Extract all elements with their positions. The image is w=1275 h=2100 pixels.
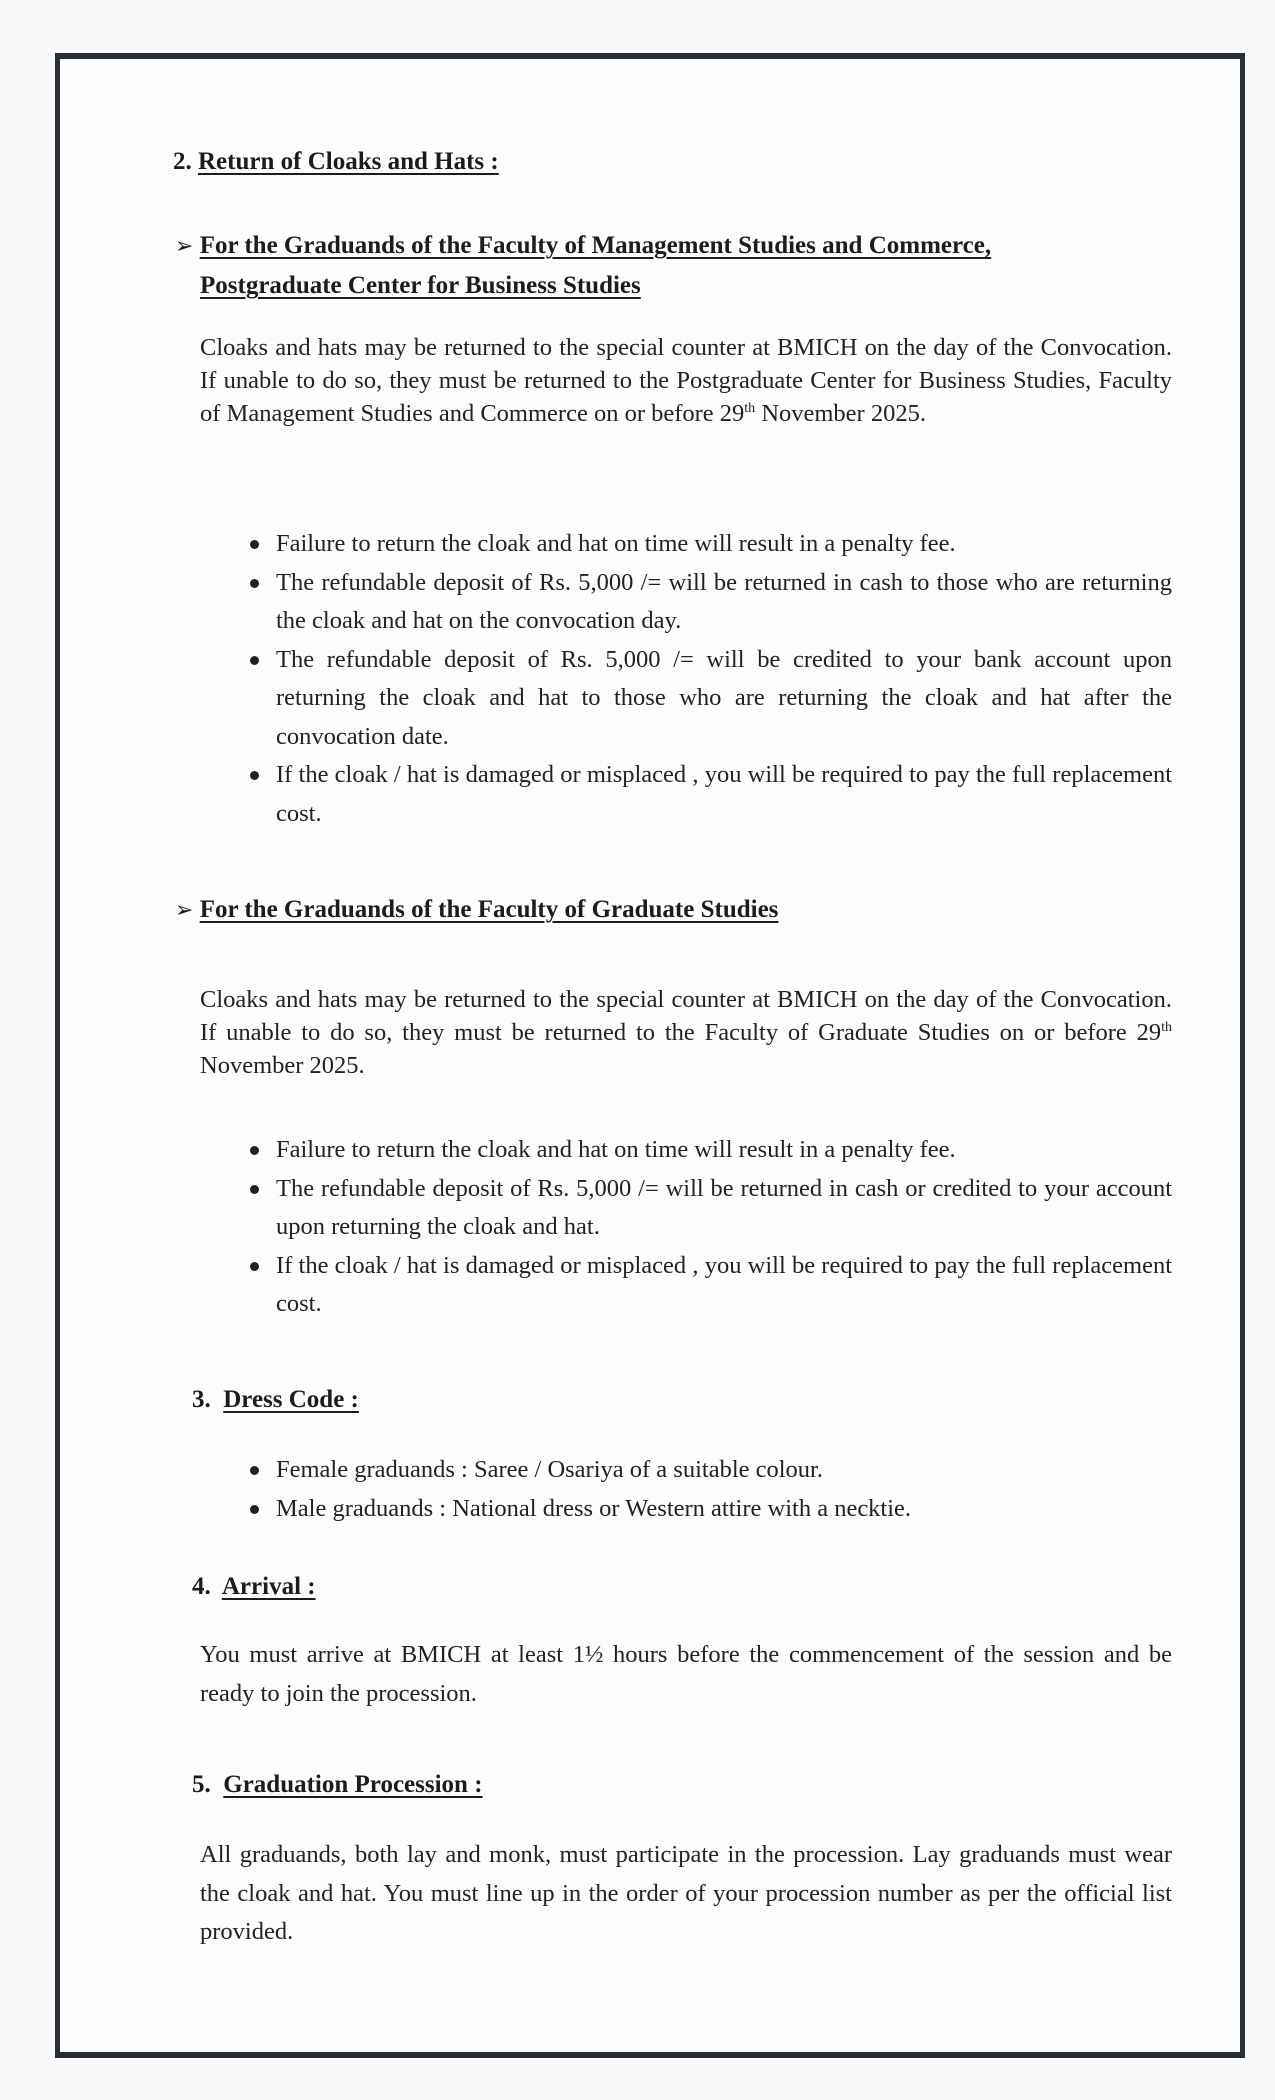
section-title: Return of Cloaks and Hats :	[198, 148, 499, 175]
section-number: 4.	[192, 1573, 211, 1600]
list-item: If the cloak / hat is damaged or misplaced , you will be required to pay the full replacement cost.	[250, 1247, 1172, 1324]
subheading-fgs	[175, 896, 778, 924]
bullet-dot-icon	[250, 579, 259, 588]
bullet-dot-icon	[250, 1185, 259, 1194]
list-item: The refundable deposit of Rs. 5,000 /= will be returned in cash or credited to your account upon returning the cloak and hat.	[250, 1170, 1172, 1247]
subheading-line1: For the Graduands of the Faculty of Graduate Studies	[199, 896, 779, 923]
return-bullets-fgs	[250, 1131, 1172, 1324]
return-bullets-fmsc	[250, 525, 1172, 833]
dress-code-bullets	[250, 1451, 1172, 1528]
list-item: The refundable deposit of Rs. 5,000 /= will be returned in cash to those who are returning the cloak and hat on the convocation day.	[250, 564, 1172, 641]
arrival-paragraph: You must arrive at BMICH at least 1½ hours before the commencement of the session and be ready to join the procession.	[200, 1641, 1172, 1707]
section-return-heading	[173, 148, 499, 176]
section-title: Arrival :	[221, 1573, 316, 1600]
procession-paragraph: All graduands, both lay and monk, must participate in the procession. Lay graduands must wear the cloak and hat. You must line up in the order of your procession number as per the official list provided.	[200, 1841, 1172, 1945]
return-paragraph-fgs: Cloaks and hats may be returned to the special counter at BMICH on the day of the Convocation. If unable to do so, they must be returned to the Faculty of Graduate Studies on or before 29th November 2025.	[200, 986, 1172, 1079]
section-number: 5.	[192, 1771, 211, 1798]
section-number: 2.	[173, 148, 192, 175]
list-item: If the cloak / hat is damaged or misplaced , you will be required to pay the full replacement cost.	[250, 756, 1172, 833]
return-paragraph-fmsc: Cloaks and hats may be returned to the special counter at BMICH on the day of the Convocation. If unable to do so, they must be returned to the Postgraduate Center for Business Studies, Faculty of Management Studies and Commerce on or before 29th November 2025.	[200, 334, 1172, 427]
list-item: Male graduands : National dress or Western attire with a necktie.	[250, 1490, 1172, 1529]
section-procession-heading	[192, 1771, 483, 1799]
subheading-fmsc-line2	[200, 272, 641, 300]
list-item: Female graduands : Saree / Osariya of a suitable colour.	[250, 1451, 1172, 1490]
bullet-dot-icon	[250, 540, 259, 549]
bullet-dot-icon	[250, 1262, 259, 1271]
section-arrival-heading	[192, 1573, 316, 1601]
section-title: Dress Code :	[223, 1386, 359, 1413]
list-item: The refundable deposit of Rs. 5,000 /= will be credited to your bank account upon returning the cloak and hat to those who are returning the cloak and hat after the convocation date.	[250, 641, 1172, 757]
arrow-bullet-icon: ➢	[175, 897, 194, 922]
arrow-bullet-icon: ➢	[175, 233, 194, 258]
bullet-dot-icon	[250, 1146, 259, 1155]
bullet-dot-icon	[250, 771, 259, 780]
bullet-dot-icon	[250, 1466, 259, 1475]
list-item: Failure to return the cloak and hat on time will result in a penalty fee.	[250, 525, 1172, 564]
subheading-line1: For the Graduands of the Faculty of Management Studies and Commerce,	[199, 232, 992, 259]
section-number: 3.	[192, 1386, 211, 1413]
subheading-fmsc	[175, 232, 991, 260]
section-title: Graduation Procession :	[223, 1771, 483, 1798]
bullet-dot-icon	[250, 656, 259, 665]
subheading-line2: Postgraduate Center for Business Studies	[200, 272, 641, 299]
section-dress-code-heading	[192, 1386, 359, 1414]
list-item: Failure to return the cloak and hat on time will result in a penalty fee.	[250, 1131, 1172, 1170]
bullet-dot-icon	[250, 1505, 259, 1514]
